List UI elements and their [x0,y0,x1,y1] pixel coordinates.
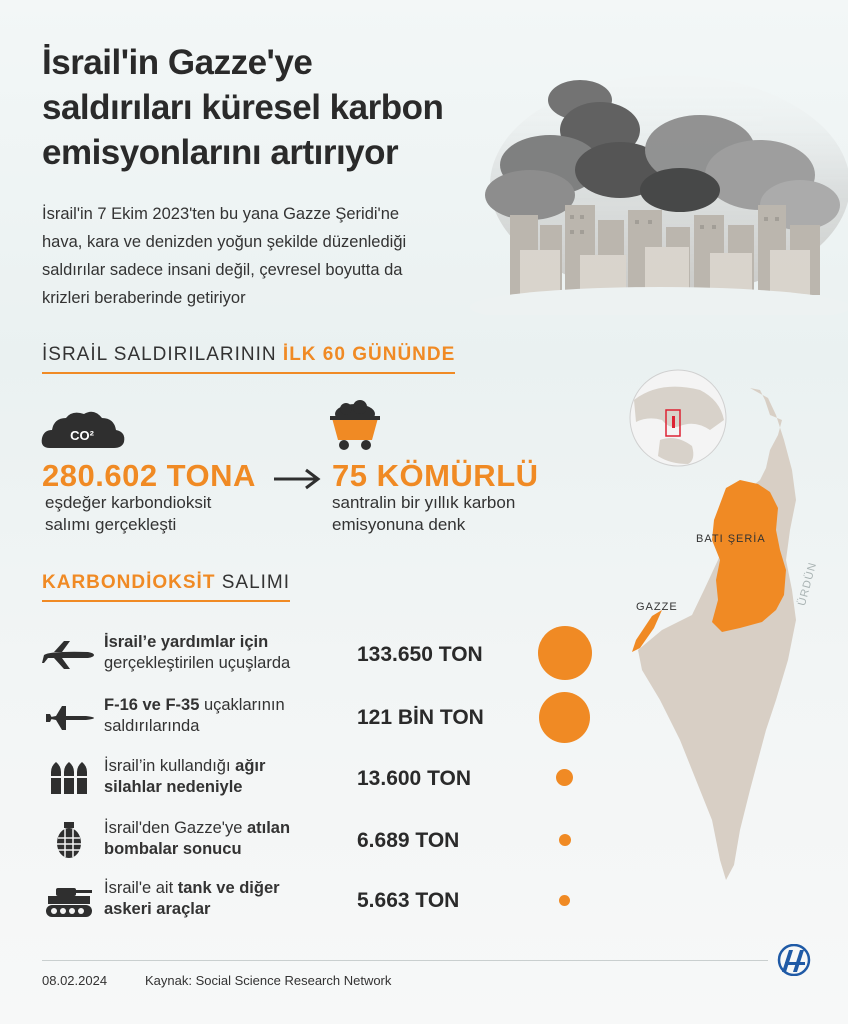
title-line-3: emisyonlarını artırıyor [42,133,399,172]
stat1-line-2: salımı gerçekleşti [45,515,177,534]
row-aid-flights-label [104,632,344,674]
row-heavy-weapons-label [104,756,344,798]
intro-line-3: saldırılar sadece insani değil, çevresel boyutta da [42,261,403,279]
row-bombs-value: 6.689 TON [357,829,460,852]
west-bank-label: BATI ŞERİA [696,533,766,545]
intro-paragraph [42,200,487,312]
row-bombs-label [104,818,344,860]
row-tanks-bubble [559,895,570,906]
row5-line-1: İsrail'e ait [104,879,178,897]
row-aid-flights-bubble [538,626,592,680]
row-fighter-attacks-value: 121 BİN TON [357,706,484,729]
co2-cloud-icon [40,408,126,450]
stat2-line-1: santralin bir yıllık karbon [332,493,516,512]
row3-bold-1: ağır [235,757,266,775]
section1-prefix: İSRAİL SALDIRILARININ [42,344,283,365]
row1-bold: İsrail’e yardımlar için [104,633,269,651]
title-line-2: saldırıları küresel karbon [42,88,444,127]
row-bombs-bubble [559,834,571,846]
section-co2-emission-heading [42,572,290,602]
row1-line-2: gerçekleştirilen uçuşlarda [104,654,291,672]
gaza-label: GAZZE [636,601,678,613]
section-first-60-days-heading [42,344,455,374]
co2-icon-text: CO² [70,428,94,443]
row-heavy-weapons-bubble [556,769,573,786]
row-heavy-weapons-value: 13.600 TON [357,767,472,790]
page-title [42,40,512,175]
stat1-line-1: eşdeğer karbondioksit [45,493,212,512]
row3-line-1: İsrail’in kullandığı [104,757,236,775]
footer-divider [42,960,768,961]
row-fighter-attacks-label [104,695,344,737]
fighter-jet-icon [42,698,96,738]
row3-bold-2: silahlar nedeniyle [104,778,243,796]
agency-logo [776,944,812,976]
row2-line-2: saldırılarında [104,717,200,735]
row2-bold: F-16 ve F-35 [104,696,200,714]
row-fighter-attacks-bubble [539,692,590,743]
row-tanks-label [104,878,344,920]
row4-bold-2: bombalar sonucu [104,840,242,858]
stat-co2-description [45,492,305,536]
footer-source: Kaynak: Social Science Research Network [145,973,392,988]
stat-coal-plants-value: 75 KÖMÜRLÜ [332,458,539,493]
title-line-1: İsrail'in Gazze'ye [42,43,313,82]
intro-line-4: krizleri beraberinde getiriyor [42,289,246,307]
ammunition-icon [42,758,96,798]
region-map [600,360,848,960]
stat-co2-equivalent-value: 280.602 TONA [42,458,256,493]
row-tanks-value: 5.663 TON [357,889,460,912]
arrow-right-icon [272,467,324,491]
west-bank-shape [712,480,786,632]
row-aid-flights-value: 133.650 TON [357,643,483,666]
row2-line-1: uçaklarının [199,696,285,714]
section2-suffix: SALIMI [215,572,291,593]
intro-line-1: İsrail'in 7 Ekim 2023'ten bu yana Gazze Şeridi'ne [42,205,400,223]
coal-cart-icon [328,400,382,452]
tank-icon [42,880,96,920]
airliner-icon [42,635,96,675]
row5-bold-2: askeri araçlar [104,900,211,918]
section1-highlight: İLK 60 GÜNÜNDE [282,344,456,365]
stat2-line-2: emisyonuna denk [332,515,466,534]
footer-date: 08.02.2024 [42,973,108,988]
row5-bold-1: tank ve diğer [177,879,280,897]
intro-line-2: hava, kara ve denizden yoğun şekilde düzenlediği [42,233,407,251]
stat-coal-description [332,492,592,536]
city-smoke-photo [470,55,848,315]
row4-line-1: İsrail'den Gazze'ye [104,819,247,837]
section2-highlight: KARBONDİOKSİT [42,572,216,593]
row4-bold-1: atılan [246,819,291,837]
jordan-label: ÜRDÜN [796,560,820,608]
locator-globe [630,370,726,466]
grenade-icon [42,820,96,860]
